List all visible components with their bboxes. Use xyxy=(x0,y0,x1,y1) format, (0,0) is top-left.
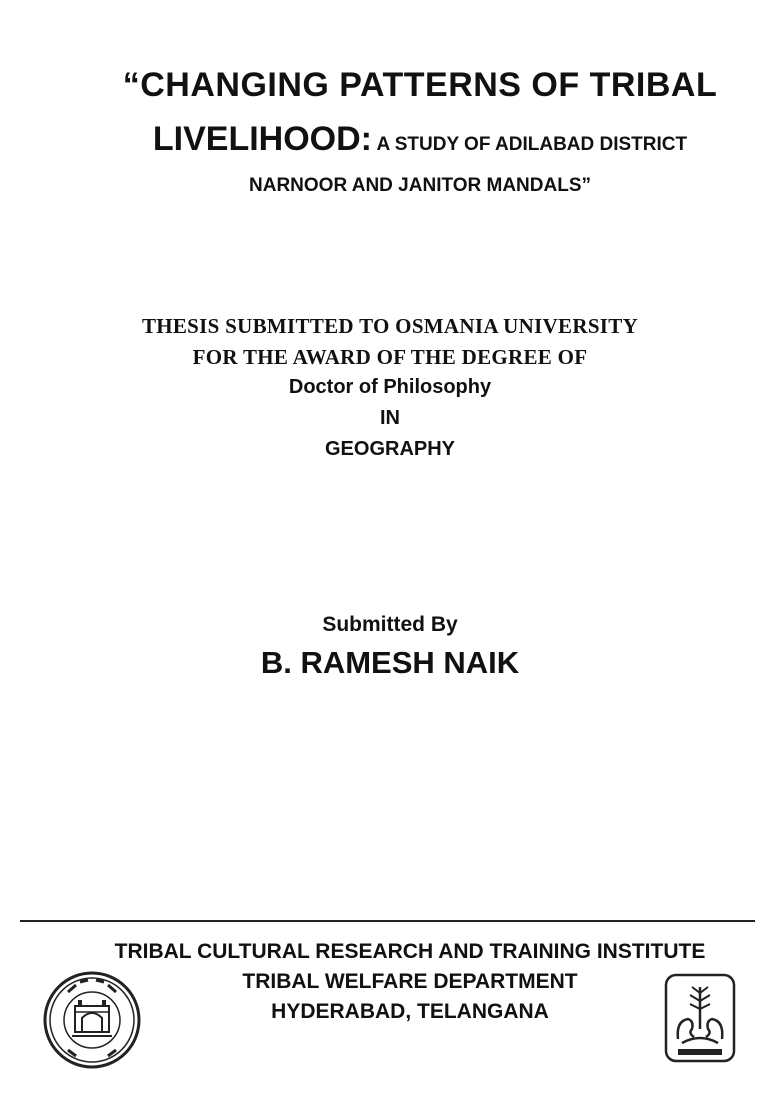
title-line-3: NARNOOR AND JANITOR MANDALS” xyxy=(249,175,591,196)
thesis-line-2: FOR THE AWARD OF THE DEGREE OF xyxy=(192,345,588,369)
institute-name: TRIBAL CULTURAL RESEARCH AND TRAINING INSTITUTE xyxy=(114,940,706,963)
degree-in: IN xyxy=(380,407,400,429)
title-line-2 xyxy=(60,120,780,159)
title-study: A STUDY OF ADILABAD DISTRICT xyxy=(376,134,688,155)
degree-subject: GEOGRAPHY xyxy=(324,438,456,460)
author-name: B. RAMESH NAIK xyxy=(260,645,520,680)
submitted-by-label: Submitted By xyxy=(322,613,458,636)
footer-divider xyxy=(20,920,755,922)
department-name: TRIBAL WELFARE DEPARTMENT xyxy=(242,970,578,993)
title-line-1: “CHANGING PATTERNS OF TRIBAL xyxy=(122,66,718,104)
thesis-line-1: THESIS SUBMITTED TO OSMANIA UNIVERSITY xyxy=(141,314,639,338)
government-seal-icon xyxy=(42,970,142,1070)
title-livelihood: LIVELIHOOD: xyxy=(152,120,372,158)
degree-name: Doctor of Philosophy xyxy=(288,376,492,398)
institute-location: HYDERABAD, TELANGANA xyxy=(271,1000,549,1023)
institute-logo-icon xyxy=(664,973,736,1063)
